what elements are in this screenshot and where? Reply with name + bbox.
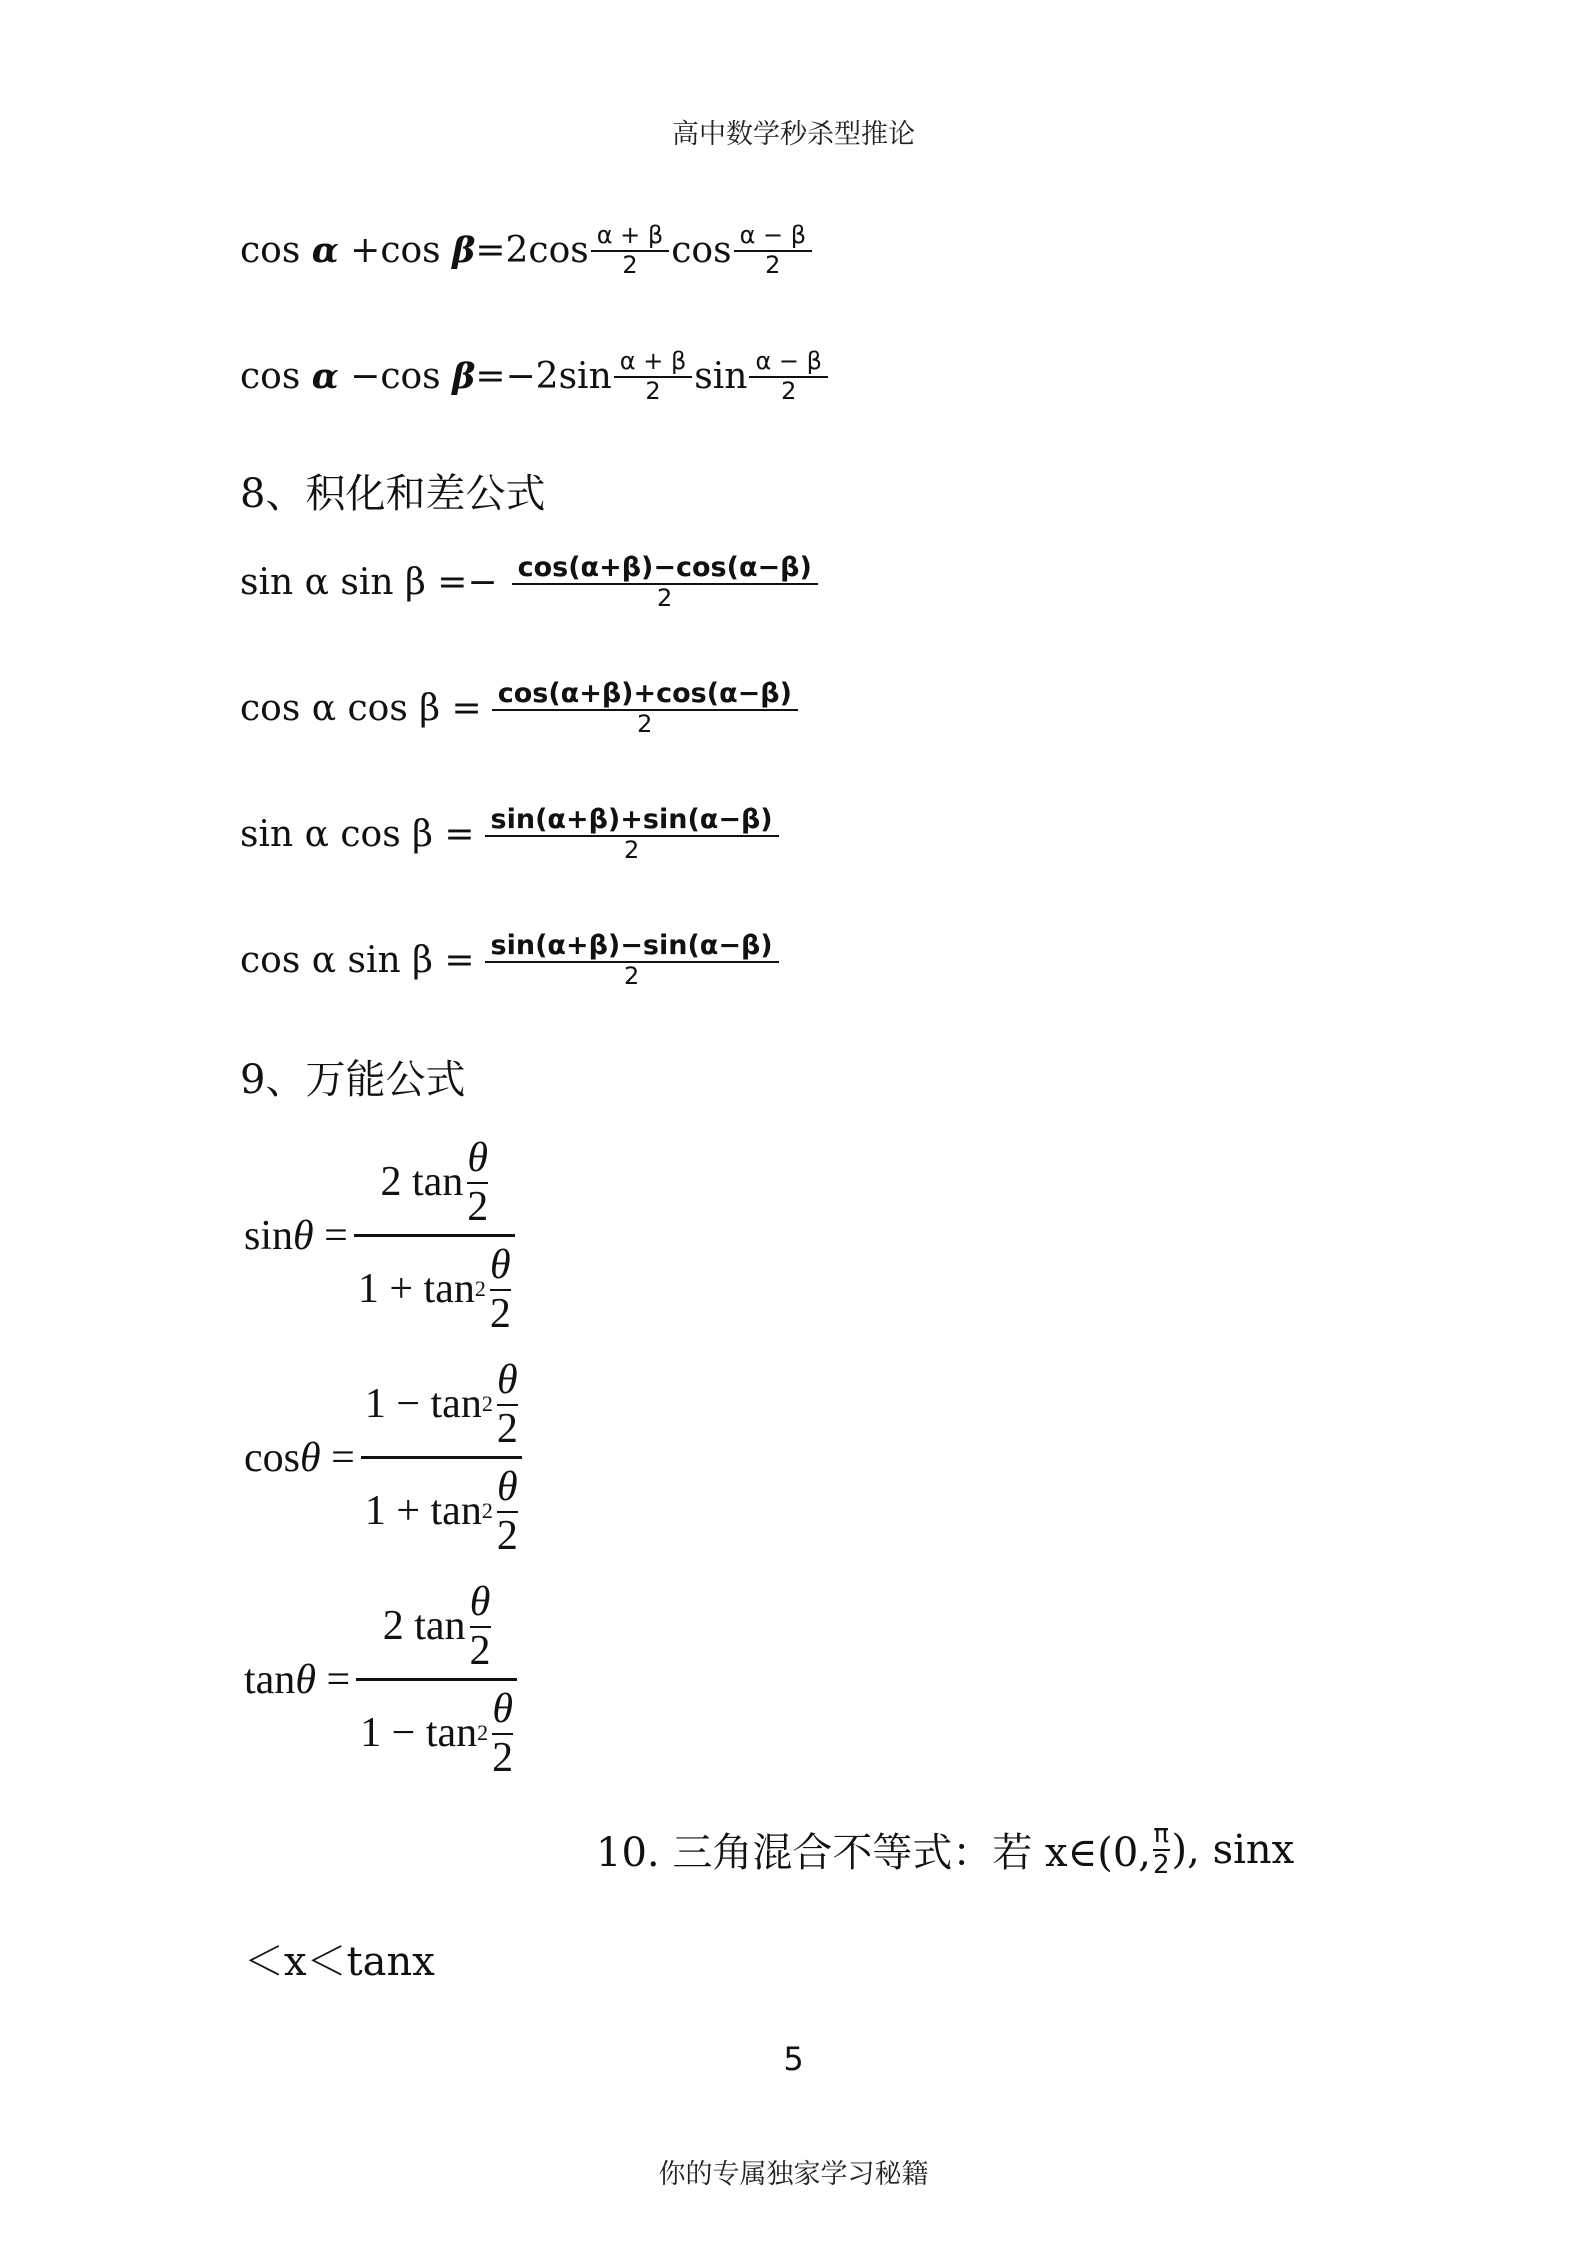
universal-cos-formula	[244, 1352, 522, 1563]
formula-lhs: sin α cos β =	[240, 813, 475, 855]
fraction-numerator: α − β	[739, 221, 807, 249]
universal-sin-formula	[244, 1130, 515, 1341]
fraction-denominator: 2	[765, 250, 781, 279]
numerator-text: 1 − tan	[364, 1381, 482, 1428]
section-10-inequality: ＜x＜tanx	[244, 1939, 435, 1985]
fraction	[485, 804, 779, 865]
formula-symbol: β	[452, 356, 476, 398]
page-footer: 你的专属独家学习秘籍	[658, 2159, 929, 2190]
fraction-denominator: 2	[622, 250, 638, 279]
fraction-denominator: 2	[623, 836, 640, 865]
formula-text: cos	[240, 356, 301, 398]
theta-symbol: θ	[497, 1464, 518, 1511]
product-to-sum-row-1	[240, 552, 820, 613]
formula-text: +cos	[350, 230, 441, 272]
half-angle-fraction	[497, 1463, 518, 1559]
exponent: 2	[477, 1720, 489, 1746]
formula-lhs: sin α sin β =−	[240, 561, 498, 603]
fraction	[734, 222, 813, 279]
theta-symbol: θ	[492, 1686, 513, 1733]
formula-text: cos	[240, 230, 301, 272]
fraction-numerator	[379, 1574, 495, 1678]
fraction-numerator: α + β	[596, 221, 664, 249]
fraction	[492, 678, 798, 739]
section-9-title: 9、万能公式	[240, 1057, 466, 1103]
fraction-numerator: sin(α+β)−sin(α−β)	[490, 930, 773, 961]
fraction-denominator	[354, 1237, 515, 1341]
fraction-denominator: 2	[781, 376, 797, 405]
fraction-numerator: cos(α+β)−cos(α−β)	[517, 552, 812, 583]
section-8-title: 8、积化和差公式	[240, 471, 546, 517]
formula-text: cos	[671, 230, 732, 272]
equals-sign: =	[324, 1212, 348, 1259]
half-angle-fraction	[490, 1241, 511, 1337]
fraction	[591, 222, 670, 279]
theta-symbol: θ	[293, 1212, 314, 1259]
sum-to-product-formula-1	[240, 222, 814, 279]
formula-text: sin	[694, 356, 748, 398]
formula-lhs: cos	[244, 1434, 300, 1481]
pi-symbol: π	[1153, 1819, 1170, 1849]
fraction	[614, 348, 693, 405]
formula-lhs: sin	[244, 1212, 294, 1259]
fraction	[361, 1352, 522, 1563]
product-to-sum-row-3	[240, 804, 781, 865]
theta-symbol: θ	[300, 1434, 321, 1481]
exponent: 2	[481, 1498, 493, 1524]
half-angle-fraction	[497, 1356, 518, 1452]
denominator-text: 1 − tan	[360, 1710, 478, 1757]
theta-symbol: θ	[490, 1242, 511, 1289]
product-to-sum-row-2	[240, 678, 800, 739]
formula-text: =2cos	[475, 230, 589, 272]
theta-symbol: θ	[295, 1656, 316, 1703]
half-angle-fraction	[492, 1685, 513, 1781]
fraction-numerator: sin(α+β)+sin(α−β)	[490, 804, 773, 835]
fraction-numerator: cos(α+β)+cos(α−β)	[497, 678, 792, 709]
section-10-text: 10. 三角混合不等式：若 x∈(0,	[596, 1830, 1151, 1877]
fraction-denominator: 2	[623, 962, 640, 991]
fraction-denominator: 2	[645, 376, 661, 405]
fraction-numerator	[361, 1352, 522, 1456]
denominator-two: 2	[1152, 1849, 1170, 1880]
theta-symbol: θ	[467, 1135, 489, 1181]
equals-sign: =	[331, 1434, 355, 1481]
denominator-two: 2	[496, 1513, 518, 1560]
fraction	[354, 1130, 515, 1341]
fraction-denominator: 2	[657, 584, 673, 613]
numerator-text: 2 tan	[380, 1159, 464, 1206]
denominator-two: 2	[492, 1735, 514, 1782]
universal-tan-formula	[244, 1574, 517, 1785]
fraction-denominator	[356, 1681, 517, 1785]
fraction-denominator: 2	[637, 710, 653, 739]
fraction	[485, 930, 779, 991]
formula-text: =−2sin	[475, 356, 612, 398]
fraction	[512, 552, 818, 613]
formula-symbol: β	[452, 230, 476, 272]
exponent: 2	[481, 1391, 493, 1417]
pi-over-two-fraction	[1153, 1820, 1170, 1879]
section-10-title	[596, 1820, 1294, 1879]
fraction-numerator	[376, 1130, 492, 1234]
theta-symbol: θ	[497, 1357, 518, 1403]
half-angle-fraction	[470, 1578, 491, 1674]
product-to-sum-row-4	[240, 930, 781, 991]
denominator-text: 1 + tan	[364, 1488, 482, 1535]
denominator-two: 2	[489, 1291, 511, 1338]
page-number: 5	[783, 2040, 804, 2078]
fraction-numerator: α − β	[755, 347, 822, 375]
fraction-denominator	[361, 1459, 522, 1563]
sum-to-product-formula-2	[240, 348, 830, 405]
half-angle-fraction	[467, 1134, 488, 1230]
formula-lhs: cos α sin β =	[240, 939, 475, 981]
denominator-text: 1 + tan	[357, 1266, 475, 1313]
theta-symbol: θ	[469, 1579, 491, 1625]
denominator-two: 2	[469, 1628, 491, 1674]
formula-lhs: tan	[244, 1656, 296, 1703]
exponent: 2	[474, 1276, 486, 1302]
denominator-two: 2	[467, 1184, 489, 1230]
equals-sign: =	[326, 1656, 351, 1703]
fraction	[749, 348, 828, 405]
formula-text: −cos	[350, 356, 441, 398]
denominator-two: 2	[496, 1406, 518, 1452]
formula-symbol: α	[311, 230, 339, 272]
formula-lhs: cos α cos β =	[240, 687, 482, 729]
numerator-text: 2 tan	[382, 1603, 466, 1650]
fraction-numerator: α + β	[619, 347, 687, 375]
section-10-text-end: ), sinx	[1171, 1826, 1295, 1873]
formula-symbol: α	[311, 356, 339, 398]
page-header: 高中数学秒杀型推论	[672, 119, 915, 150]
fraction	[356, 1574, 517, 1785]
